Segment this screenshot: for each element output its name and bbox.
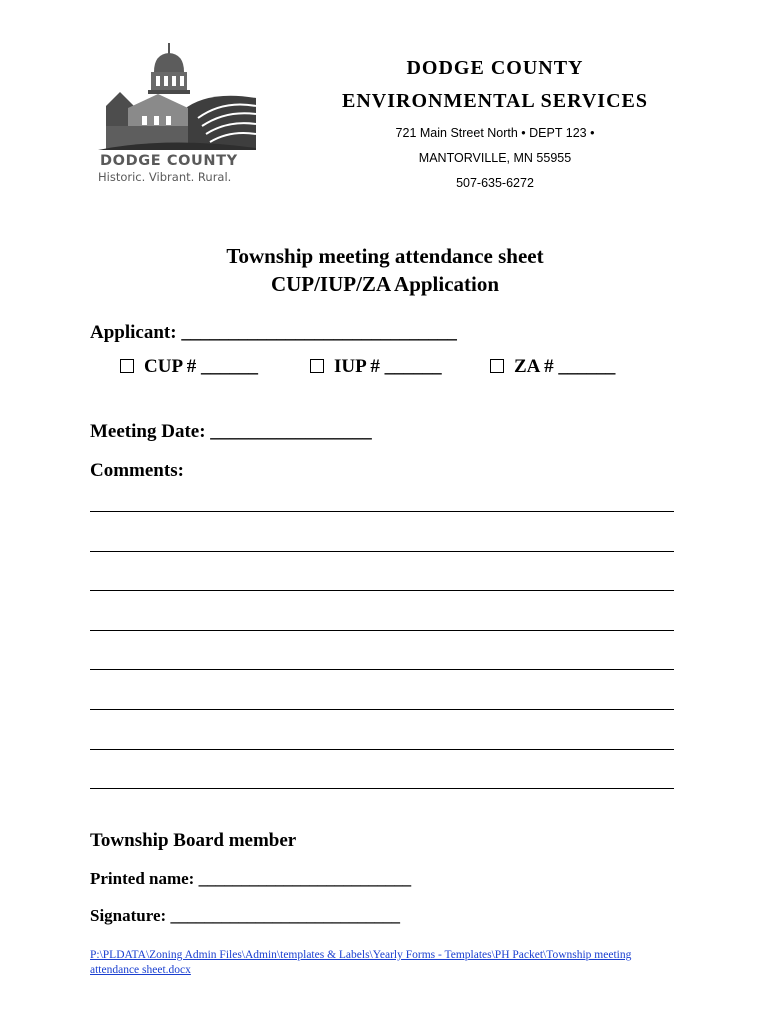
iup-option[interactable]	[310, 356, 442, 378]
phone-number: 507-635-6272	[456, 176, 534, 190]
comment-line[interactable]	[90, 788, 674, 789]
cup-option[interactable]	[120, 356, 258, 378]
za-label: ZA # ______	[514, 356, 616, 377]
org-name-line1: DODGE COUNTY	[406, 57, 584, 79]
za-option[interactable]	[490, 356, 615, 378]
cup-checkbox[interactable]	[120, 359, 134, 373]
iup-label: IUP # ______	[334, 356, 442, 377]
address-city: MANTORVILLE, MN 55955	[418, 151, 572, 165]
courthouse-logo-icon	[98, 40, 256, 150]
comment-line[interactable]	[90, 511, 674, 512]
title-line1: Township meeting attendance sheet	[226, 244, 544, 268]
printed-name-field[interactable]: Printed name: _________________________	[90, 869, 412, 888]
comment-line[interactable]	[90, 709, 674, 710]
document-title	[0, 242, 770, 298]
letterhead	[300, 56, 690, 191]
comment-line[interactable]	[90, 551, 674, 552]
address-street: 721 Main Street North • DEPT 123 •	[395, 126, 595, 140]
logo-county-name: DODGE COUNTY	[100, 153, 238, 169]
iup-checkbox[interactable]	[310, 359, 324, 373]
za-checkbox[interactable]	[490, 359, 504, 373]
comment-line[interactable]	[90, 590, 674, 591]
org-name-line2: ENVIRONMENTAL SERVICES	[342, 90, 648, 112]
applicant-field[interactable]: Applicant: _____________________________	[90, 322, 457, 343]
comment-line[interactable]	[90, 669, 674, 670]
cup-label: CUP # ______	[144, 356, 258, 377]
title-line2: CUP/IUP/ZA Application	[270, 272, 500, 296]
logo-tagline: Historic. Vibrant. Rural.	[98, 170, 232, 184]
file-path-link[interactable]: P:\PLDATA\Zoning Admin Files\Admin\templates & Labels\Yearly Forms - Templates\PH Packet\Township meeting attendance sheet.docx	[90, 949, 632, 976]
board-member-heading: Township Board member	[90, 830, 297, 851]
meeting-date-field[interactable]: Meeting Date: _________________	[90, 421, 372, 442]
comment-line[interactable]	[90, 749, 674, 750]
signature-field[interactable]: Signature: ___________________________	[90, 906, 400, 925]
dodge-county-logo	[98, 40, 256, 185]
comments-label: Comments:	[90, 460, 184, 481]
comment-line[interactable]	[90, 630, 674, 631]
